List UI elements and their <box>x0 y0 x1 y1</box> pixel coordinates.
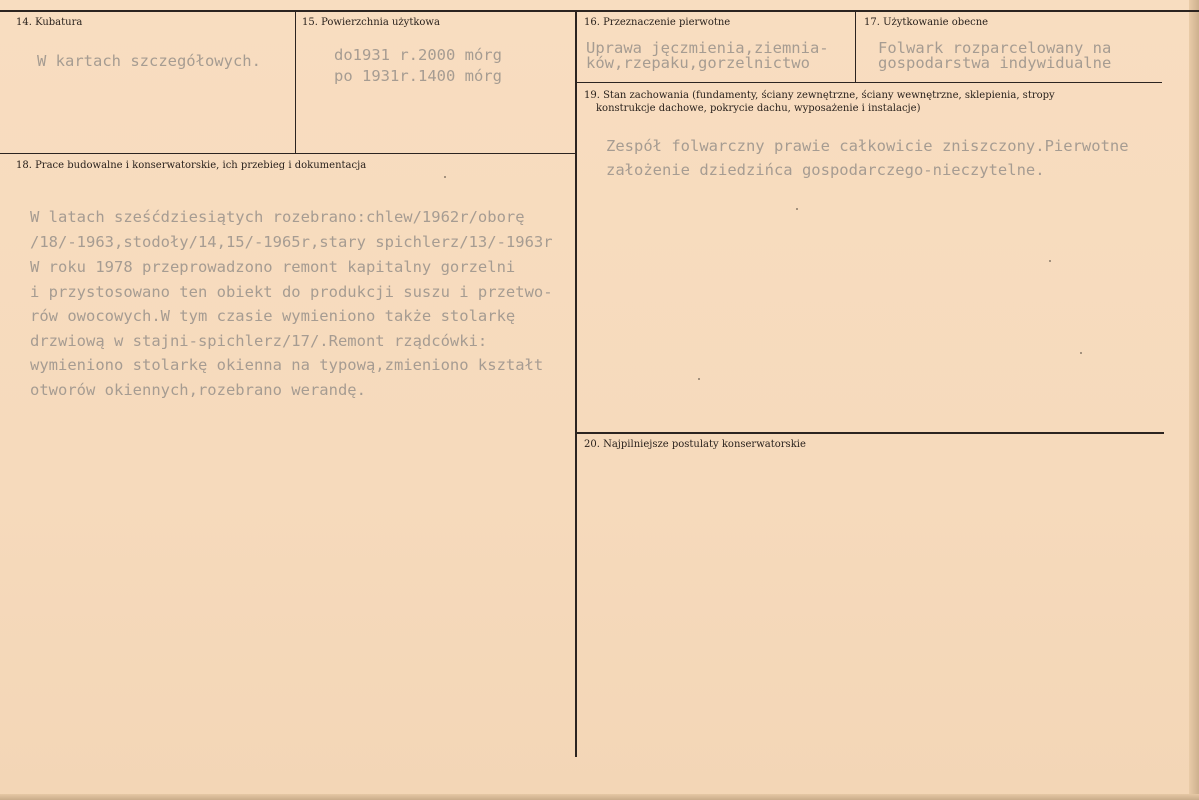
section-18-line-8: otworów okiennych,rozebrano werandę. <box>30 381 366 399</box>
section-18-label: 18. Prace budowalne i konserwatorskie, ich przebieg i dokumentacja <box>16 160 367 171</box>
section-15-line-1: do1931 r.2000 mórg <box>334 46 502 64</box>
divider-main <box>575 11 577 757</box>
section-17-line-1: Folwark rozparcelowany na <box>878 39 1112 57</box>
card-edge-bottom <box>0 794 1199 800</box>
paper-speck <box>1080 352 1082 354</box>
section-19-label-line-2: konstrukcje dachowe, pokrycie dachu, wyposażenie i instalacje) <box>596 103 921 114</box>
section-19-label-line-1: 19. Stan zachowania (fundamenty, ściany zewnętrzne, ściany wewnętrzne, sklepienia, stropy <box>584 90 1055 101</box>
section-16-line-2: ków,rzepaku,gorzelnictwo <box>586 54 810 72</box>
section-16-label: 16. Przeznaczenie pierwotne <box>584 17 731 28</box>
paper-speck <box>796 208 798 210</box>
section-18-line-7: wymieniono stolarkę okienna na typową,zmieniono kształt <box>30 356 544 374</box>
divider-under-16-17 <box>576 82 1162 83</box>
section-17-line-2: gospodarstwa indywidualne <box>878 54 1112 72</box>
section-14-value: W kartach szczegółowych. <box>37 52 261 70</box>
section-18-line-1: W latach sześćdziesiątych rozebrano:chlew/1962r/oborę <box>30 208 525 226</box>
card-edge-right <box>1189 0 1199 800</box>
section-18-line-6: drzwiową w stajni-spichlerz/17/.Remont rządcówki: <box>30 332 488 350</box>
divider-14-15 <box>295 11 296 153</box>
section-20-label: 20. Najpilniejsze postulaty konserwatorskie <box>584 439 806 450</box>
section-18-line-2: /18/-1963,stodoły/14,15/-1965r,stary spichlerz/13/-1963r <box>30 233 553 251</box>
section-16-line-1: Uprawa jęczmienia,ziemnia- <box>586 39 829 57</box>
section-18-line-5: rów owocowych.W tym czasie wymieniono także stolarkę <box>30 307 516 325</box>
paper-speck <box>698 378 700 380</box>
divider-under-14-15 <box>0 153 576 154</box>
paper-speck <box>1049 260 1051 262</box>
section-17-label: 17. Użytkowanie obecne <box>864 17 989 28</box>
section-14-label: 14. Kubatura <box>16 17 83 28</box>
top-border <box>0 10 1199 12</box>
divider-19-20 <box>576 432 1164 434</box>
section-15-label: 15. Powierzchnia użytkowa <box>302 17 440 28</box>
section-18-line-3: W roku 1978 przeprowadzono remont kapitalny gorzelni <box>30 258 516 276</box>
divider-16-17 <box>855 11 856 82</box>
section-19-line-1: Zespół folwarczny prawie całkowicie zniszczony.Pierwotne <box>606 137 1129 155</box>
section-18-line-4: i przystosowano ten obiekt do produkcji suszu i przetwo- <box>30 283 553 301</box>
paper-speck <box>444 176 446 178</box>
section-15-line-2: po 1931r.1400 mórg <box>334 67 502 85</box>
section-19-line-2: założenie dziedzińca gospodarczego-nieczytelne. <box>606 161 1045 179</box>
